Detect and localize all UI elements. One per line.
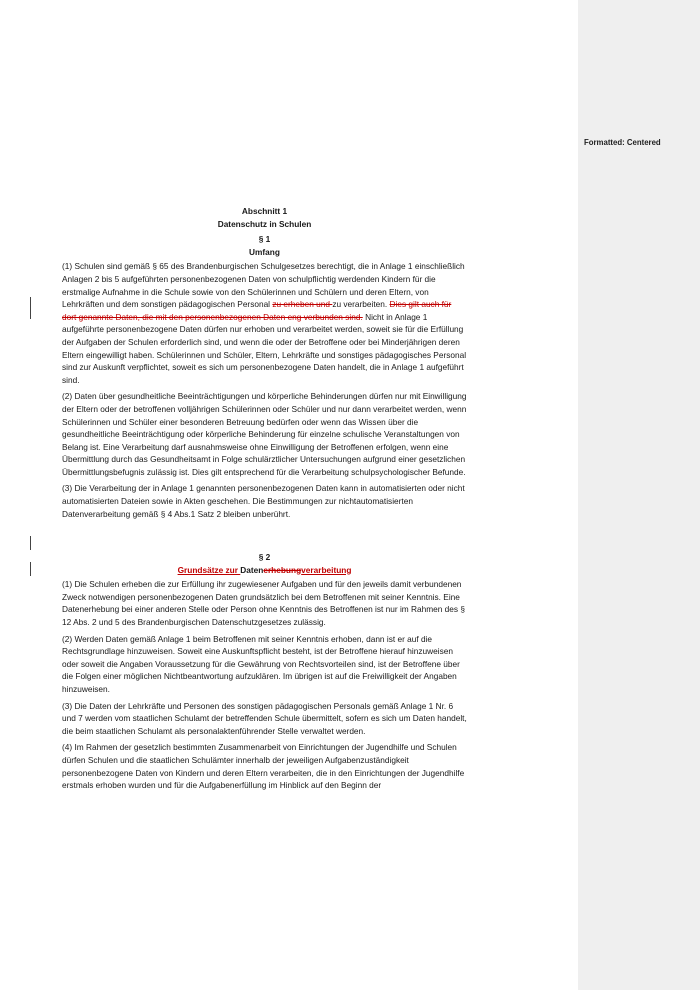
comment-margin-pane (578, 0, 700, 990)
paragraph-2-2: (2) Werden Daten gemäß Anlage 1 beim Betroffenen mit seiner Kenntnis erhoben, dann ist er auf die Rechtsgrundlage hinzuweisen. Soweit eine Auskunftspflicht besteht, ist der Betroffene hierauf hinzuweisen oder soweit die Angaben Voraussetzung für die Gewährung von Rechtsvorteilen sind, ist der Betroffene über die Folgen einer möglichen Nichtbeantwortung aufzuklären. Im übrigen ist auf die Freiwilligkeit der Angaben hinzuweisen. (62, 633, 460, 694)
inserted-text: Grundsätze zur (177, 564, 241, 575)
document-section-1 (62, 205, 467, 524)
paragraph-title: Umfang (249, 246, 280, 257)
deleted-text: erhebung (263, 564, 302, 575)
document-section-2 (62, 551, 467, 796)
deleted-text: zu erheben und (272, 299, 333, 310)
deleted-text: Dies gilt auch für dort genannte Daten, die mit den personenbezogenen Daten eng verbunden sind. (62, 299, 452, 322)
paragraph-1-3: (3) Die Verarbeitung der in Anlage 1 genannten personenbezogenen Daten kann in automatisierten oder nicht automatisierten Dateien sowie in Akten geschehen. Die Bestimmungen zur nichtautomatisierten Datenverarbeitung gemäß § 4 Abs.1 Satz 2 bleiben unberührt. (62, 483, 465, 519)
paragraph-2-1: (1) Die Schulen erheben die zur Erfüllung ihr zugewiesener Aufgaben und für den jeweils damit verbundenen Zweck notwendigen personenbezogenen Daten grundsätzlich bei dem Betroffenen mit seiner Kenntnis. Eine Datenerhebung bei einer anderen Stelle oder Person ohne Kenntnis des Betroffenen ist nur im Rahmen des § 12 Abs. 2 und 5 des Brandenburgischen Datenschutzgesetzes zulässig. (62, 579, 465, 627)
paragraph-1-2: (2) Daten über gesundheitliche Beeinträchtigungen und körperliche Behinderungen dürfen nur mit Einwilligung der Eltern oder der betroffenen volljährigen Schülerinnen oder Schüler und nur dann verarbeitet werden, wenn Schülerinnen und Schüler einer besonderen Betreuung bedürfen oder wenn das Wissen über die gesundheitliche Beeinträchtigung oder körperliche Behinderung für einzelne schulische Veranstaltungen von Belang ist. Eine Verarbeitung darf ausnahmsweise ohne Einwilligung der Betroffenen erfolgen, wenn eine Übermittlung durch das Gesundheitsamt in Folge schulärztlicher Untersuchungen aufgrund einer gesetzlichen Übermittlungsbefugnis zulässig ist. Dies gilt entsprechend für die Verarbeitung schulpsychologischer Befunde. (62, 391, 467, 477)
change-bar (30, 297, 31, 319)
paragraph-2-3: (3) Die Daten der Lehrkräfte und Personen des sonstigen pädagogischen Personals gemäß Anlage 1 Nr. 6 und 7 werden vom staatlichen Schulamt der betreffenden Schule übermittelt, sofern es sich um Daten handelt, die beim staatlichen Schulamt als personalaktenführender Stelle verwaltet werden. (62, 700, 467, 736)
abschnitt-heading: Abschnitt 1 (241, 206, 288, 216)
paragraph-number: § 1 (258, 234, 271, 245)
change-bar (30, 536, 31, 550)
abschnitt-title: Datenschutz in Schulen (217, 218, 312, 229)
paragraph-2-4: (4) Im Rahmen der gesetzlich bestimmten Zusammenarbeit von Einrichtungen der Jugendhilfe und Schulen dürfen Schulen und die staatlichen Schulämter innerhalb der jeweiligen Aufgabenzuständigkeit personenbezogene Daten von Kindern und deren Eltern verarbeiten, die in den Einrichtungen der Jugendhilfe erstmals erhoben wurden und für die Aufgabenerfüllung im Hinblick auf den Beginn der (62, 742, 465, 791)
paragraph-number: § 2 (258, 552, 271, 562)
comment-label: Formatted: Centered (584, 138, 661, 147)
paragraph-1-1: (1) Schulen sind gemäß § 65 des Brandenburgischen Schulgesetzes berechtigt, die in Anlage 1 einschließlich Anlagen 2 bis 5 aufgeführten personenbezogenen Daten von schulpflichtig werdenden Kindern für die erstmalige Aufnahme in die Schule sowie von den Schülerinnen und Schülern und deren Eltern, von Lehrkräften und dem sonstigen pädagogischen Personal zu erheben und zu verarbeiten. Dies gilt auch für dort genannte Daten, die mit den personenbezogenen Daten eng verbunden sind. Nicht in Anlage 1 aufgeführte personenbezogene Daten dürfen nur erhoben und verarbeitet werden, soweit sie für die Erfüllung der Aufgaben der Schulen erforderlich sind, und wenn die oder der Betroffene oder bei Minderjährigen deren Eltern eingewilligt haben. Schülerinnen und Schüler, Eltern, Lehrkräfte und sonstiges pädagogisches Personal sind zur Auskunft verpflichtet, soweit es sich um personenbezogene Daten handelt, die in Anlage 1 aufgeführt sind. (62, 261, 467, 385)
inserted-text: verarbeitung (301, 564, 352, 575)
change-bar (30, 562, 31, 576)
paragraph-title: Grundsätze zur Datenerhebungverarbeitung (177, 564, 352, 575)
